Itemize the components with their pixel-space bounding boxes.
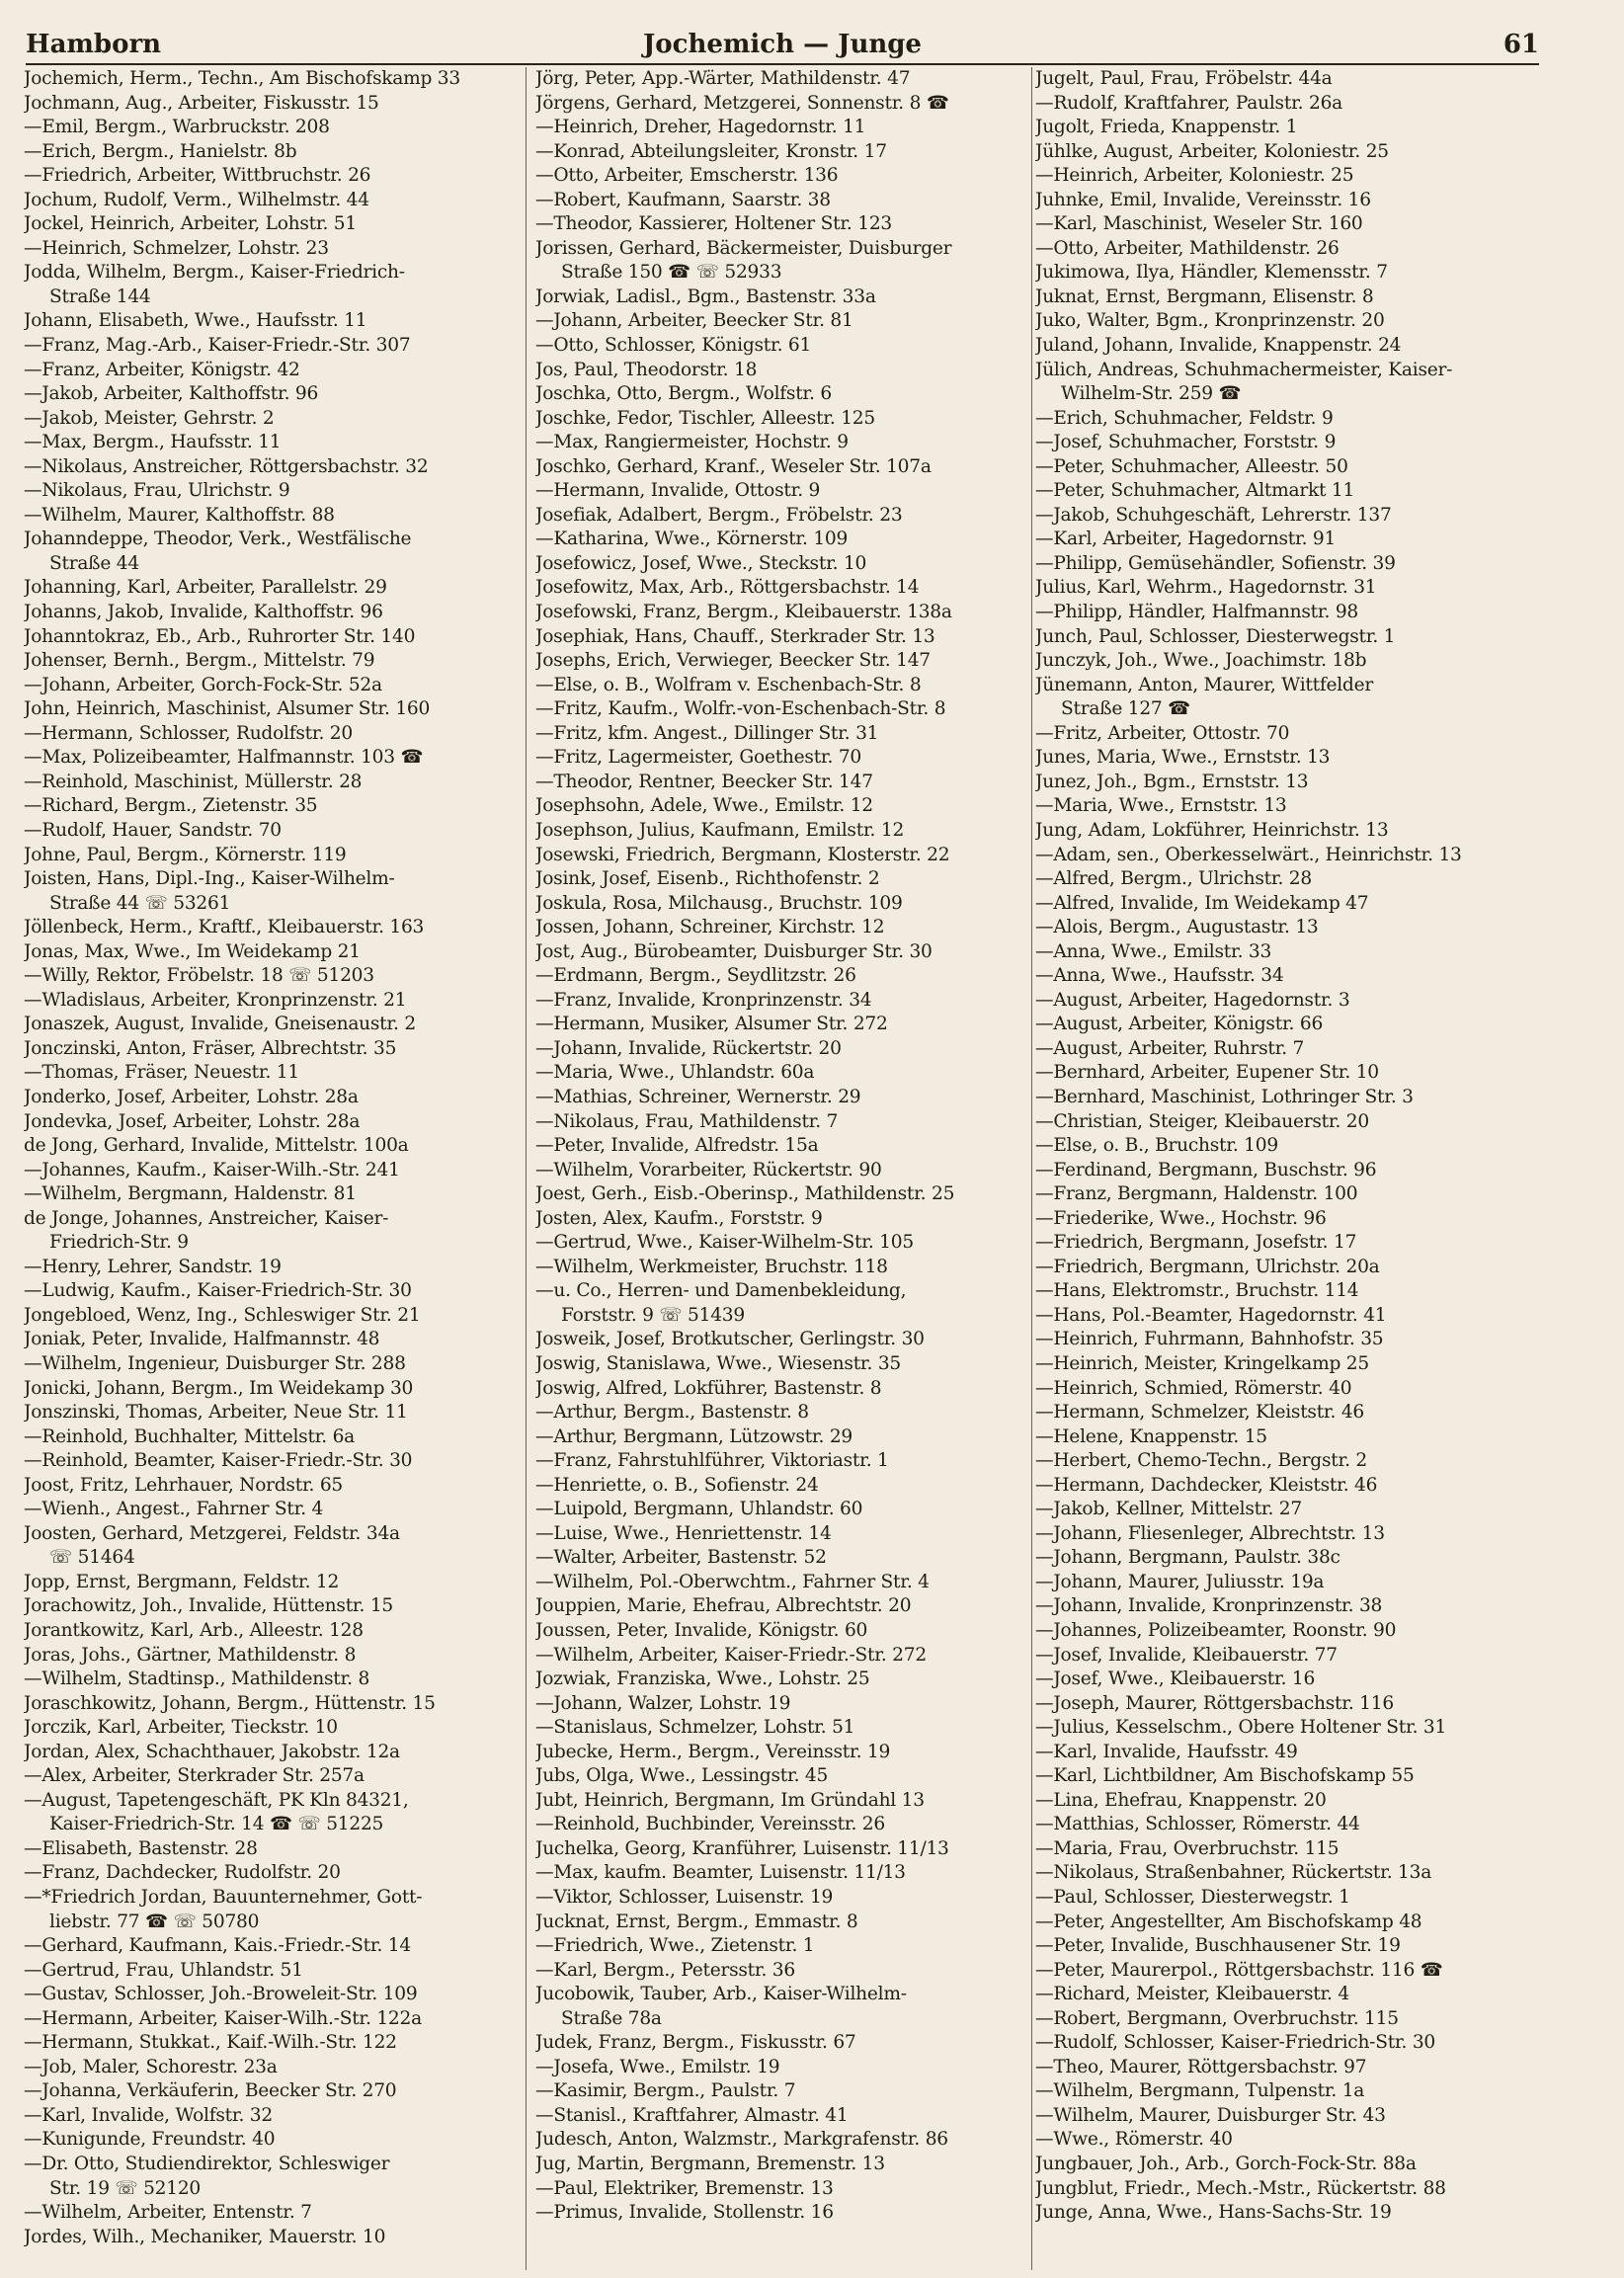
directory-entry: —August, Arbeiter, Königstr. 66 xyxy=(1035,1014,1324,1035)
directory-entry: Joisten, Hans, Dipl.-Ing., Kaiser-Wilhelm- xyxy=(24,868,395,890)
directory-entry: —Elisabeth, Bastenstr. 28 xyxy=(24,1837,258,1859)
directory-entry: —Karl, Lichtbildner, Am Bischofskamp 55 xyxy=(1035,1765,1415,1787)
directory-entry: —Wilhelm, Stadtinsp., Mathildenstr. 8 xyxy=(24,1668,370,1690)
directory-entry: Johanns, Jakob, Invalide, Kalthoffstr. 96 xyxy=(24,602,383,623)
directory-entry: —Emil, Bergm., Warbruckstr. 208 xyxy=(24,117,330,138)
directory-entry: de Jong, Gerhard, Invalide, Mittelstr. 100a xyxy=(24,1135,409,1157)
directory-entry: Jondevka, Josef, Arbeiter, Lohstr. 28a xyxy=(24,1110,361,1132)
directory-entry: —Wladislaus, Arbeiter, Kronprinzenstr. 21 xyxy=(24,989,407,1011)
directory-entry: Josewski, Friedrich, Bergmann, Klosterstr. 22 xyxy=(535,844,950,865)
directory-entry: Wilhelm-Str. 259 ☎ xyxy=(1061,383,1242,405)
directory-entry: Straße 44 xyxy=(49,552,139,574)
directory-entry: Junczyk, Joh., Wwe., Joachimstr. 18b xyxy=(1035,650,1367,672)
directory-entry: —Lina, Ehefrau, Knappenstr. 20 xyxy=(1035,1789,1327,1811)
directory-entry: Jubs, Olga, Wwe., Lessingstr. 45 xyxy=(535,1765,829,1787)
directory-entry: Josephs, Erich, Verwieger, Beecker Str. 147 xyxy=(535,650,931,672)
directory-entry: Josten, Alex, Kaufm., Forststr. 9 xyxy=(535,1207,823,1229)
directory-entry: Juknat, Ernst, Bergmann, Elisenstr. 8 xyxy=(1035,285,1374,307)
directory-entry: —Johann, Arbeiter, Beecker Str. 81 xyxy=(535,310,853,332)
directory-entry: —Fritz, Kaufm., Wolfr.-von-Eschenbach-Str. 8 xyxy=(535,698,946,720)
directory-entry: —Philipp, Gemüsehändler, Sofienstr. 39 xyxy=(1035,552,1396,574)
directory-entry: Jorissen, Gerhard, Bäckermeister, Duisburger xyxy=(535,237,952,259)
directory-entry: Jockel, Heinrich, Arbeiter, Lohstr. 51 xyxy=(24,213,357,235)
header-place: Hamborn xyxy=(26,30,162,59)
directory-entry: —Otto, Arbeiter, Mathildenstr. 26 xyxy=(1035,237,1340,259)
directory-entry: —Peter, Schuhmacher, Alleestr. 50 xyxy=(1035,455,1348,477)
directory-entry: —Kunigunde, Freundstr. 40 xyxy=(24,2129,276,2151)
directory-entry: —Franz, Bergmann, Haldenstr. 100 xyxy=(1035,1183,1358,1205)
directory-entry: —Hermann, Dachdecker, Kleiststr. 46 xyxy=(1035,1474,1378,1496)
directory-entry: Judesch, Anton, Walzmstr., Markgrafenstr. 86 xyxy=(535,2129,948,2151)
directory-entry: —August, Tapetengeschäft, PK Kln 84321, xyxy=(24,1789,409,1811)
directory-entry: liebstr. 77 ☎ ☏ 50780 xyxy=(49,1911,260,1932)
directory-entry: —Erich, Bergm., Hanielstr. 8b xyxy=(24,140,297,162)
directory-entry: —Heinrich, Arbeiter, Koloniestr. 25 xyxy=(1035,165,1354,187)
directory-entry: —Wilhelm, Bergmann, Tulpenstr. 1a xyxy=(1035,2080,1365,2102)
directory-entry: Judek, Franz, Bergm., Fiskusstr. 67 xyxy=(535,2032,856,2054)
directory-entry: —*Friedrich Jordan, Bauunternehmer, Gott- xyxy=(24,1887,423,1909)
directory-entry: Jugolt, Frieda, Knappenstr. 1 xyxy=(1035,117,1298,138)
directory-entry: Jozwiak, Franziska, Wwe., Lohstr. 25 xyxy=(535,1668,870,1690)
directory-entry: —Wienh., Angest., Fahrner Str. 4 xyxy=(24,1499,324,1520)
directory-entry: —Maria, Frau, Overbruchstr. 115 xyxy=(1035,1837,1340,1859)
directory-entry: Johne, Paul, Bergm., Körnerstr. 119 xyxy=(24,844,347,865)
directory-entry: Straße 44 ☏ 53261 xyxy=(49,892,231,914)
directory-entry: Juko, Walter, Bgm., Kronprinzenstr. 20 xyxy=(1035,310,1385,332)
directory-entry: —Friederike, Wwe., Hochstr. 96 xyxy=(1035,1207,1327,1229)
directory-entry: —Erich, Schuhmacher, Feldstr. 9 xyxy=(1035,407,1334,429)
directory-entry: Forststr. 9 ☏ 51439 xyxy=(561,1304,745,1326)
directory-entry: —Fritz, kfm. Angest., Dillinger Str. 31 xyxy=(535,722,879,744)
column-1 xyxy=(24,67,512,2249)
directory-entry: Jörgens, Gerhard, Metzgerei, Sonnenstr. 8 ☎ xyxy=(535,92,949,114)
directory-entry: —Thomas, Fräser, Neuestr. 11 xyxy=(24,1062,299,1084)
directory-entry: Joosten, Gerhard, Metzgerei, Feldstr. 34a xyxy=(24,1522,400,1544)
directory-entry: —Hermann, Invalide, Ottostr. 9 xyxy=(535,480,821,502)
directory-entry: Josweik, Josef, Brotkutscher, Gerlingstr. 30 xyxy=(535,1329,925,1350)
column-3 xyxy=(1035,67,1539,2226)
directory-entry: —Wilhelm, Pol.-Oberwchtm., Fahrner Str. 4 xyxy=(535,1571,930,1592)
directory-entry: —Franz, Dachdecker, Rudolfstr. 20 xyxy=(24,1862,341,1884)
directory-entry: —Wilhelm, Maurer, Duisburger Str. 43 xyxy=(1035,2104,1386,2126)
directory-entry: Jochmann, Aug., Arbeiter, Fiskusstr. 15 xyxy=(24,92,379,114)
directory-entry: de Jonge, Johannes, Anstreicher, Kaiser- xyxy=(24,1207,389,1229)
directory-entry: —Walter, Arbeiter, Bastenstr. 52 xyxy=(535,1547,827,1569)
directory-entry: —Bernhard, Arbeiter, Eupener Str. 10 xyxy=(1035,1062,1379,1084)
directory-entry: Jug, Martin, Bergmann, Bremenstr. 13 xyxy=(535,2154,885,2175)
directory-entry: —Franz, Arbeiter, Königstr. 42 xyxy=(24,359,300,380)
directory-entry: Straße 78a xyxy=(561,2007,662,2029)
directory-entry: Jochemich, Herm., Techn., Am Bischofskamp 33 xyxy=(24,68,460,89)
directory-entry: Jungbauer, Joh., Arb., Gorch-Fock-Str. 88a xyxy=(1035,2154,1417,2175)
directory-entry: —Friedrich, Bergmann, Josefstr. 17 xyxy=(1035,1232,1357,1254)
directory-entry: Junch, Paul, Schlosser, Diesterwegstr. 1 xyxy=(1035,625,1396,647)
directory-entry: Jucobowik, Tauber, Arb., Kaiser-Wilhelm- xyxy=(535,1984,907,2005)
directory-entry: —Peter, Schuhmacher, Altmarkt 11 xyxy=(1035,480,1355,502)
directory-entry: —Karl, Invalide, Wolfstr. 32 xyxy=(24,2104,273,2126)
directory-entry: Joniak, Peter, Invalide, Halfmannstr. 48 xyxy=(24,1329,380,1350)
directory-entry: Jonczinski, Anton, Fräser, Albrechtstr. 35 xyxy=(24,1037,397,1059)
directory-entry: —Josefa, Wwe., Emilstr. 19 xyxy=(535,2056,780,2077)
directory-entry: Joraschkowitz, Johann, Bergm., Hüttenstr. 15 xyxy=(24,1692,436,1714)
directory-entry: —Friedrich, Bergmann, Ulrichstr. 20a xyxy=(1035,1256,1380,1277)
directory-entry: —Franz, Invalide, Kronprinzenstr. 34 xyxy=(535,989,872,1011)
directory-entry: John, Heinrich, Maschinist, Alsumer Str. 160 xyxy=(24,698,431,720)
directory-entry: Juland, Johann, Invalide, Knappenstr. 24 xyxy=(1035,335,1402,357)
directory-entry: —Alex, Arbeiter, Sterkrader Str. 257a xyxy=(24,1765,365,1787)
directory-entry: —Konrad, Abteilungsleiter, Kronstr. 17 xyxy=(535,140,887,162)
directory-entry: Jost, Aug., Bürobeamter, Duisburger Str. 30 xyxy=(535,940,933,962)
directory-entry: Joost, Fritz, Lehrhauer, Nordstr. 65 xyxy=(24,1474,344,1496)
directory-entry: —Anna, Wwe., Emilstr. 33 xyxy=(1035,940,1272,962)
directory-entry: —Gertrud, Wwe., Kaiser-Wilhelm-Str. 105 xyxy=(535,1232,914,1254)
directory-entry: —Franz, Mag.-Arb., Kaiser-Friedr.-Str. 307 xyxy=(24,335,411,357)
directory-entry: Jucknat, Ernst, Bergm., Emmastr. 8 xyxy=(535,1911,858,1932)
directory-entry: Straße 144 xyxy=(49,285,151,307)
directory-entry: —Henry, Lehrer, Sandstr. 19 xyxy=(24,1256,282,1277)
directory-entry: —Heinrich, Schmied, Römerstr. 40 xyxy=(1035,1377,1352,1399)
directory-entry: —Hermann, Schlosser, Rudolfstr. 20 xyxy=(24,722,353,744)
directory-entry: —Bernhard, Maschinist, Lothringer Str. 3 xyxy=(1035,1086,1414,1107)
directory-entry: —Robert, Kaufmann, Saarstr. 38 xyxy=(535,189,831,210)
directory-entry: —Alois, Bergm., Augustastr. 13 xyxy=(1035,917,1319,938)
directory-entry: Joschko, Gerhard, Kranf., Weseler Str. 107a xyxy=(535,455,932,477)
directory-entry: —Johann, Bergmann, Paulstr. 38c xyxy=(1035,1547,1340,1569)
directory-entry: Jonas, Max, Wwe., Im Weidekamp 21 xyxy=(24,940,361,962)
directory-entry: —Josef, Invalide, Kleibauerstr. 77 xyxy=(1035,1644,1338,1666)
directory-entry: —Theodor, Rentner, Beecker Str. 147 xyxy=(535,771,873,792)
directory-entry: —Henriette, o. B., Sofienstr. 24 xyxy=(535,1474,819,1496)
directory-entry: Jöllenbeck, Herm., Kraftf., Kleibauerstr. 163 xyxy=(24,917,425,938)
directory-entry: —Hans, Pol.-Beamter, Hagedornstr. 41 xyxy=(1035,1304,1387,1326)
directory-entry: —Hermann, Schmelzer, Kleiststr. 46 xyxy=(1035,1402,1365,1424)
directory-entry: Julius, Karl, Wehrm., Hagedornstr. 31 xyxy=(1035,577,1377,599)
directory-entry: Kaiser-Friedrich-Str. 14 ☎ ☏ 51225 xyxy=(49,1814,384,1835)
directory-entry: —Wilhelm, Werkmeister, Bruchstr. 118 xyxy=(535,1256,888,1277)
directory-entry: —Josef, Schuhmacher, Forststr. 9 xyxy=(1035,432,1337,453)
directory-entry: —Karl, Maschinist, Weseler Str. 160 xyxy=(1035,213,1363,235)
directory-entry: —Peter, Invalide, Buschhausener Str. 19 xyxy=(1035,1935,1401,1957)
directory-entry: Jukimowa, Ilya, Händler, Klemensstr. 7 xyxy=(1035,262,1388,284)
directory-entry: —Johann, Walzer, Lohstr. 19 xyxy=(535,1692,791,1714)
directory-entry: —Stanislaus, Schmelzer, Lohstr. 51 xyxy=(535,1717,855,1739)
directory-entry: Josefiak, Adalbert, Bergm., Fröbelstr. 23 xyxy=(535,504,903,526)
directory-entry: —Heinrich, Fuhrmann, Bahnhofstr. 35 xyxy=(1035,1329,1384,1350)
directory-entry: —Max, Polizeibeamter, Halfmannstr. 103 ☎ xyxy=(24,747,424,769)
directory-entry: —Hans, Elektromstr., Bruchstr. 114 xyxy=(1035,1280,1359,1302)
directory-entry: —Kasimir, Bergm., Paulstr. 7 xyxy=(535,2080,796,2102)
directory-entry: —Reinhold, Buchhalter, Mittelstr. 6a xyxy=(24,1425,356,1447)
directory-entry: —Wilhelm, Vorarbeiter, Rückertstr. 90 xyxy=(535,1159,882,1180)
directory-entry: —Wilhelm, Bergmann, Haldenstr. 81 xyxy=(24,1183,357,1205)
directory-entry: Joswig, Stanislawa, Wwe., Wiesenstr. 35 xyxy=(535,1352,901,1374)
page-number: 61 xyxy=(1502,30,1539,59)
directory-entry: —Dr. Otto, Studiendirektor, Schleswiger xyxy=(24,2154,390,2175)
directory-entry: —Wwe., Römerstr. 40 xyxy=(1035,2129,1233,2151)
directory-entry: —Peter, Maurerpol., Röttgersbachstr. 116 ☎ xyxy=(1035,1959,1443,1981)
directory-entry: —Ludwig, Kaufm., Kaiser-Friedrich-Str. 30 xyxy=(24,1280,412,1302)
directory-entry: —Max, Bergm., Haufsstr. 11 xyxy=(24,432,282,453)
directory-entry: —Fritz, Lagermeister, Goethestr. 70 xyxy=(535,747,862,769)
header-range: Jochemich — Junge xyxy=(643,30,922,59)
directory-entry: Josefowski, Franz, Bergm., Kleibauerstr. 138a xyxy=(535,602,952,623)
column-2 xyxy=(535,67,1028,2226)
directory-entry: —Alfred, Invalide, Im Weidekamp 47 xyxy=(1035,892,1369,914)
directory-entry: Jugelt, Paul, Frau, Fröbelstr. 44a xyxy=(1035,68,1333,89)
directory-entry: Jopp, Ernst, Bergmann, Feldstr. 12 xyxy=(24,1571,340,1592)
directory-entry: —Luipold, Bergmann, Uhlandstr. 60 xyxy=(535,1499,863,1520)
directory-entry: —August, Arbeiter, Hagedornstr. 3 xyxy=(1035,989,1350,1011)
directory-entry: —Karl, Invalide, Haufsstr. 49 xyxy=(1035,1741,1298,1762)
directory-entry: Joskula, Rosa, Milchausg., Bruchstr. 109 xyxy=(535,892,903,914)
directory-entry: —Johann, Maurer, Juliusstr. 19a xyxy=(1035,1571,1325,1592)
column-rule xyxy=(1031,67,1032,2270)
directory-entry: Jühlke, August, Arbeiter, Koloniestr. 25 xyxy=(1035,140,1389,162)
directory-entry: —Heinrich, Dreher, Hagedornstr. 11 xyxy=(535,117,866,138)
directory-entry: —Julius, Kesselschm., Obere Holtener Str. 31 xyxy=(1035,1717,1447,1739)
directory-entry: Juchelka, Georg, Kranführer, Luisenstr. 11/13 xyxy=(535,1837,949,1859)
directory-entry: Jubecke, Herm., Bergm., Vereinsstr. 19 xyxy=(535,1741,891,1762)
directory-entry: —Rudolf, Schlosser, Kaiser-Friedrich-Str. 30 xyxy=(1035,2032,1435,2054)
directory-entry: —Adam, sen., Oberkesselwärt., Heinrichstr. 13 xyxy=(1035,844,1462,865)
directory-entry: —Stanisl., Kraftfahrer, Almastr. 41 xyxy=(535,2104,849,2126)
directory-entry: Jubt, Heinrich, Bergmann, Im Gründahl 13 xyxy=(535,1789,925,1811)
directory-entry: —Matthias, Schlosser, Römerstr. 44 xyxy=(1035,1814,1360,1835)
directory-entry: Jonderko, Josef, Arbeiter, Lohstr. 28a xyxy=(24,1086,359,1107)
running-header xyxy=(26,28,1539,65)
directory-entry: —Luise, Wwe., Henriettenstr. 14 xyxy=(535,1522,832,1544)
directory-entry: —Richard, Bergm., Zietenstr. 35 xyxy=(24,795,318,817)
directory-entry: —Job, Maler, Schorestr. 23a xyxy=(24,2056,278,2077)
directory-entry: —Anna, Wwe., Haufsstr. 34 xyxy=(1035,965,1284,987)
directory-entry: —Karl, Arbeiter, Hagedornstr. 91 xyxy=(1035,529,1337,550)
directory-entry: Joschka, Otto, Bergm., Wolfstr. 6 xyxy=(535,383,832,405)
directory-entry: —Fritz, Arbeiter, Ottostr. 70 xyxy=(1035,722,1290,744)
directory-entry: —Johannes, Kaufm., Kaiser-Wilh.-Str. 241 xyxy=(24,1159,400,1180)
directory-entry: Jos, Paul, Theodorstr. 18 xyxy=(535,359,758,380)
directory-entry: —Hermann, Arbeiter, Kaiser-Wilh.-Str. 122a xyxy=(24,2007,422,2029)
directory-entry: —Erdmann, Bergm., Seydlitzstr. 26 xyxy=(535,965,856,987)
directory-entry: Jongebloed, Wenz, Ing., Schleswiger Str. 21 xyxy=(24,1304,421,1326)
directory-entry: —Willy, Rektor, Fröbelstr. 18 ☏ 51203 xyxy=(24,965,374,987)
directory-entry: Str. 19 ☏ 52120 xyxy=(49,2177,202,2199)
directory-entry: Jungblut, Friedr., Mech.-Mstr., Rückertstr. 88 xyxy=(1035,2177,1446,2199)
directory-entry: Jossen, Johann, Schreiner, Kirchstr. 12 xyxy=(535,917,885,938)
column-rule xyxy=(526,67,527,2270)
directory-entry: —Johannes, Polizeibeamter, Roonstr. 90 xyxy=(1035,1620,1397,1641)
directory-entry: Josink, Josef, Eisenb., Richthofenstr. 2 xyxy=(535,868,880,890)
directory-entry: —Johann, Invalide, Rückertstr. 20 xyxy=(535,1037,842,1059)
directory-entry: Josephsohn, Adele, Wwe., Emilstr. 12 xyxy=(535,795,873,817)
directory-entry: —Johann, Invalide, Kronprinzenstr. 38 xyxy=(1035,1595,1383,1617)
directory-entry: —Nikolaus, Frau, Ulrichstr. 9 xyxy=(24,480,290,502)
directory-entry: —Joseph, Maurer, Röttgersbachstr. 116 xyxy=(1035,1692,1394,1714)
directory-entry: —Wilhelm, Maurer, Kalthoffstr. 88 xyxy=(24,504,335,526)
directory-entry: Junes, Maria, Wwe., Ernststr. 13 xyxy=(1035,747,1331,769)
directory-entry: —Helene, Knappenstr. 15 xyxy=(1035,1425,1267,1447)
directory-entry: —Maria, Wwe., Ernststr. 13 xyxy=(1035,795,1287,817)
directory-entry: —Gerhard, Kaufmann, Kais.-Friedr.-Str. 14 xyxy=(24,1935,411,1957)
directory-entry: —u. Co., Herren- und Damenbekleidung, xyxy=(535,1280,907,1302)
directory-entry: Juhnke, Emil, Invalide, Vereinsstr. 16 xyxy=(1035,189,1371,210)
directory-entry: —Herbert, Chemo-Techn., Bergstr. 2 xyxy=(1035,1450,1367,1472)
directory-entry: —Paul, Elektriker, Bremenstr. 13 xyxy=(535,2177,834,2199)
directory-entry: Josefowitz, Max, Arb., Röttgersbachstr. 14 xyxy=(535,577,920,599)
directory-entry: Jonicki, Johann, Bergm., Im Weidekamp 30 xyxy=(24,1377,414,1399)
directory-entry: —Gustav, Schlosser, Joh.-Broweleit-Str. 109 xyxy=(24,1984,418,2005)
directory-entry: Joussen, Peter, Invalide, Königstr. 60 xyxy=(535,1620,868,1641)
directory-entry: —Heinrich, Schmelzer, Lohstr. 23 xyxy=(24,237,329,259)
directory-entry: Jordan, Alex, Schachthauer, Jakobstr. 12a xyxy=(24,1741,400,1762)
directory-entry: —Ferdinand, Bergmann, Buschstr. 96 xyxy=(1035,1159,1377,1180)
directory-entry: —Max, Rangiermeister, Hochstr. 9 xyxy=(535,432,849,453)
directory-entry: —Nikolaus, Frau, Mathildenstr. 7 xyxy=(535,1110,839,1132)
directory-entry: —Reinhold, Buchbinder, Vereinsstr. 26 xyxy=(535,1814,885,1835)
directory-entry: —Peter, Invalide, Alfredstr. 15a xyxy=(535,1135,819,1157)
directory-entry: —Jakob, Arbeiter, Kalthoffstr. 96 xyxy=(24,383,319,405)
directory-entry: —Arthur, Bergm., Bastenstr. 8 xyxy=(535,1402,809,1424)
directory-entry: —Jakob, Meister, Gehrstr. 2 xyxy=(24,407,275,429)
directory-entry: Junez, Joh., Bgm., Ernststr. 13 xyxy=(1035,771,1309,792)
directory-entry: —Maria, Wwe., Uhlandstr. 60a xyxy=(535,1062,815,1084)
directory-entry: Jochum, Rudolf, Verm., Wilhelmstr. 44 xyxy=(24,189,369,210)
directory-entry: —Otto, Arbeiter, Emscherstr. 136 xyxy=(535,165,839,187)
directory-entry: —Else, o. B., Bruchstr. 109 xyxy=(1035,1135,1278,1157)
directory-entry: —Mathias, Schreiner, Wernerstr. 29 xyxy=(535,1086,861,1107)
directory-entry: —Katharina, Wwe., Körnerstr. 109 xyxy=(535,529,849,550)
directory-entry: —Philipp, Händler, Halfmannstr. 98 xyxy=(1035,602,1358,623)
directory-entry: —Johanna, Verkäuferin, Beecker Str. 270 xyxy=(24,2080,397,2102)
directory-entry: —Hermann, Musiker, Alsumer Str. 272 xyxy=(535,1014,888,1035)
directory-entry: —Johann, Arbeiter, Gorch-Fock-Str. 52a xyxy=(24,674,382,695)
directory-entry: Jonszinski, Thomas, Arbeiter, Neue Str. 11 xyxy=(24,1402,408,1424)
directory-entry: Joras, Johs., Gärtner, Mathildenstr. 8 xyxy=(24,1644,357,1666)
directory-entry: Joest, Gerh., Eisb.-Oberinsp., Mathildenstr. 25 xyxy=(535,1183,955,1205)
directory-entry: —Josef, Wwe., Kleibauerstr. 16 xyxy=(1035,1668,1316,1690)
directory-entry: Straße 150 ☎ ☏ 52933 xyxy=(561,262,782,284)
directory-entry: Joswig, Alfred, Lokführer, Bastenstr. 8 xyxy=(535,1377,882,1399)
directory-entry: —Otto, Schlosser, Königstr. 61 xyxy=(535,335,812,357)
directory-entry: Jünemann, Anton, Maurer, Wittfelder xyxy=(1035,674,1373,695)
directory-entry: Straße 127 ☎ xyxy=(1061,698,1191,720)
directory-entry: —Friedrich, Wwe., Zietenstr. 1 xyxy=(535,1935,815,1957)
directory-entry: —Reinhold, Beamter, Kaiser-Friedr.-Str. 30 xyxy=(24,1450,413,1472)
directory-entry: Jouppien, Marie, Ehefrau, Albrechtstr. 20 xyxy=(535,1595,912,1617)
directory-entry: Jonaszek, August, Invalide, Gneisenaustr. 2 xyxy=(24,1014,416,1035)
directory-entry: Johenser, Bernh., Bergm., Mittelstr. 79 xyxy=(24,650,375,672)
directory-entry: Jorczik, Karl, Arbeiter, Tieckstr. 10 xyxy=(24,1717,338,1739)
directory-entry: —Karl, Bergm., Petersstr. 36 xyxy=(535,1959,795,1981)
directory-entry: Johanndeppe, Theodor, Verk., Westfälische xyxy=(24,529,412,550)
directory-entry: —Friedrich, Arbeiter, Wittbruchstr. 26 xyxy=(24,165,371,187)
directory-entry: Jodda, Wilhelm, Bergm., Kaiser-Friedrich- xyxy=(24,262,405,284)
directory-entry: —Hermann, Stukkat., Kaif.-Wilh.-Str. 122 xyxy=(24,2032,397,2054)
directory-entry: Johanning, Karl, Arbeiter, Parallelstr. 29 xyxy=(24,577,387,599)
directory-entry: —August, Arbeiter, Ruhrstr. 7 xyxy=(1035,1037,1305,1059)
directory-entry: Josefowicz, Josef, Wwe., Steckstr. 10 xyxy=(535,552,867,574)
directory-entry: —Paul, Schlosser, Diesterwegstr. 1 xyxy=(1035,1887,1350,1909)
directory-entry: —Wilhelm, Ingenieur, Duisburger Str. 288 xyxy=(24,1352,406,1374)
directory-entry: ☏ 51464 xyxy=(49,1547,135,1569)
directory-entry: —Rudolf, Kraftfahrer, Paulstr. 26a xyxy=(1035,92,1342,114)
directory-entry: —Alfred, Bergm., Ulrichstr. 28 xyxy=(1035,868,1312,890)
directory-entry: Junge, Anna, Wwe., Hans-Sachs-Str. 19 xyxy=(1035,2202,1392,2224)
directory-entry: —Christian, Steiger, Kleibauerstr. 20 xyxy=(1035,1110,1369,1132)
directory-entry: Jorachowitz, Joh., Invalide, Hüttenstr. 15 xyxy=(24,1595,393,1617)
directory-entry: —Theodor, Kassierer, Holtener Str. 123 xyxy=(535,213,892,235)
directory-entry: Joschke, Fedor, Tischler, Alleestr. 125 xyxy=(535,407,875,429)
directory-entry: —Arthur, Bergmann, Lützowstr. 29 xyxy=(535,1425,853,1447)
directory-entry: Jordes, Wilh., Mechaniker, Mauerstr. 10 xyxy=(24,2226,386,2247)
directory-entry: —Heinrich, Meister, Kringelkamp 25 xyxy=(1035,1352,1369,1374)
directory-entry: —Gertrud, Frau, Uhlandstr. 51 xyxy=(24,1959,303,1981)
directory-entry: Johanntokraz, Eb., Arb., Ruhrorter Str. 140 xyxy=(24,625,416,647)
directory-entry: —Theo, Maurer, Röttgersbachstr. 97 xyxy=(1035,2056,1367,2077)
directory-entry: —Peter, Angestellter, Am Bischofskamp 48 xyxy=(1035,1911,1422,1932)
directory-entry: Jung, Adam, Lokführer, Heinrichstr. 13 xyxy=(1035,819,1389,841)
directory-entry: Jorantkowitz, Karl, Arb., Alleestr. 128 xyxy=(24,1620,364,1641)
directory-entry: —Reinhold, Maschinist, Müllerstr. 28 xyxy=(24,771,363,792)
directory-entry: —Jakob, Schuhgeschäft, Lehrerstr. 137 xyxy=(1035,504,1392,526)
directory-entry: —Nikolaus, Straßenbahner, Rückertstr. 13a xyxy=(1035,1862,1432,1884)
directory-entry: —Else, o. B., Wolfram v. Eschenbach-Str. 8 xyxy=(535,674,922,695)
directory-entry: —Wilhelm, Arbeiter, Kaiser-Friedr.-Str. 272 xyxy=(535,1644,927,1666)
directory-entry: Jörg, Peter, App.-Wärter, Mathildenstr. 47 xyxy=(535,68,911,89)
directory-entry: —Jakob, Kellner, Mittelstr. 27 xyxy=(1035,1499,1302,1520)
directory-entry: Jorwiak, Ladisl., Bgm., Bastenstr. 33a xyxy=(535,285,876,307)
directory-entry: Friedrich-Str. 9 xyxy=(49,1232,189,1254)
directory-entry: Johann, Elisabeth, Wwe., Haufsstr. 11 xyxy=(24,310,367,332)
directory-entry: —Nikolaus, Anstreicher, Röttgersbachstr. 32 xyxy=(24,455,429,477)
directory-entry: Josephson, Julius, Kaufmann, Emilstr. 12 xyxy=(535,819,905,841)
directory-entry: —Wilhelm, Arbeiter, Entenstr. 7 xyxy=(24,2202,312,2224)
directory-entry: —Rudolf, Hauer, Sandstr. 70 xyxy=(24,819,282,841)
directory-entry: —Max, kaufm. Beamter, Luisenstr. 11/13 xyxy=(535,1862,906,1884)
directory-entry: —Robert, Bergmann, Overbruchstr. 115 xyxy=(1035,2007,1399,2029)
directory-entry: —Franz, Fahrstuhlführer, Viktoriastr. 1 xyxy=(535,1450,889,1472)
directory-entry: —Primus, Invalide, Stollenstr. 16 xyxy=(535,2202,834,2224)
directory-entry: Jülich, Andreas, Schuhmachermeister, Kaiser- xyxy=(1035,359,1453,380)
directory-entry: —Richard, Meister, Kleibauerstr. 4 xyxy=(1035,1984,1349,2005)
directory-entry: —Johann, Fliesenleger, Albrechtstr. 13 xyxy=(1035,1522,1385,1544)
directory-entry: —Viktor, Schlosser, Luisenstr. 19 xyxy=(535,1887,834,1909)
directory-entry: Josephiak, Hans, Chauff., Sterkrader Str. 13 xyxy=(535,625,935,647)
